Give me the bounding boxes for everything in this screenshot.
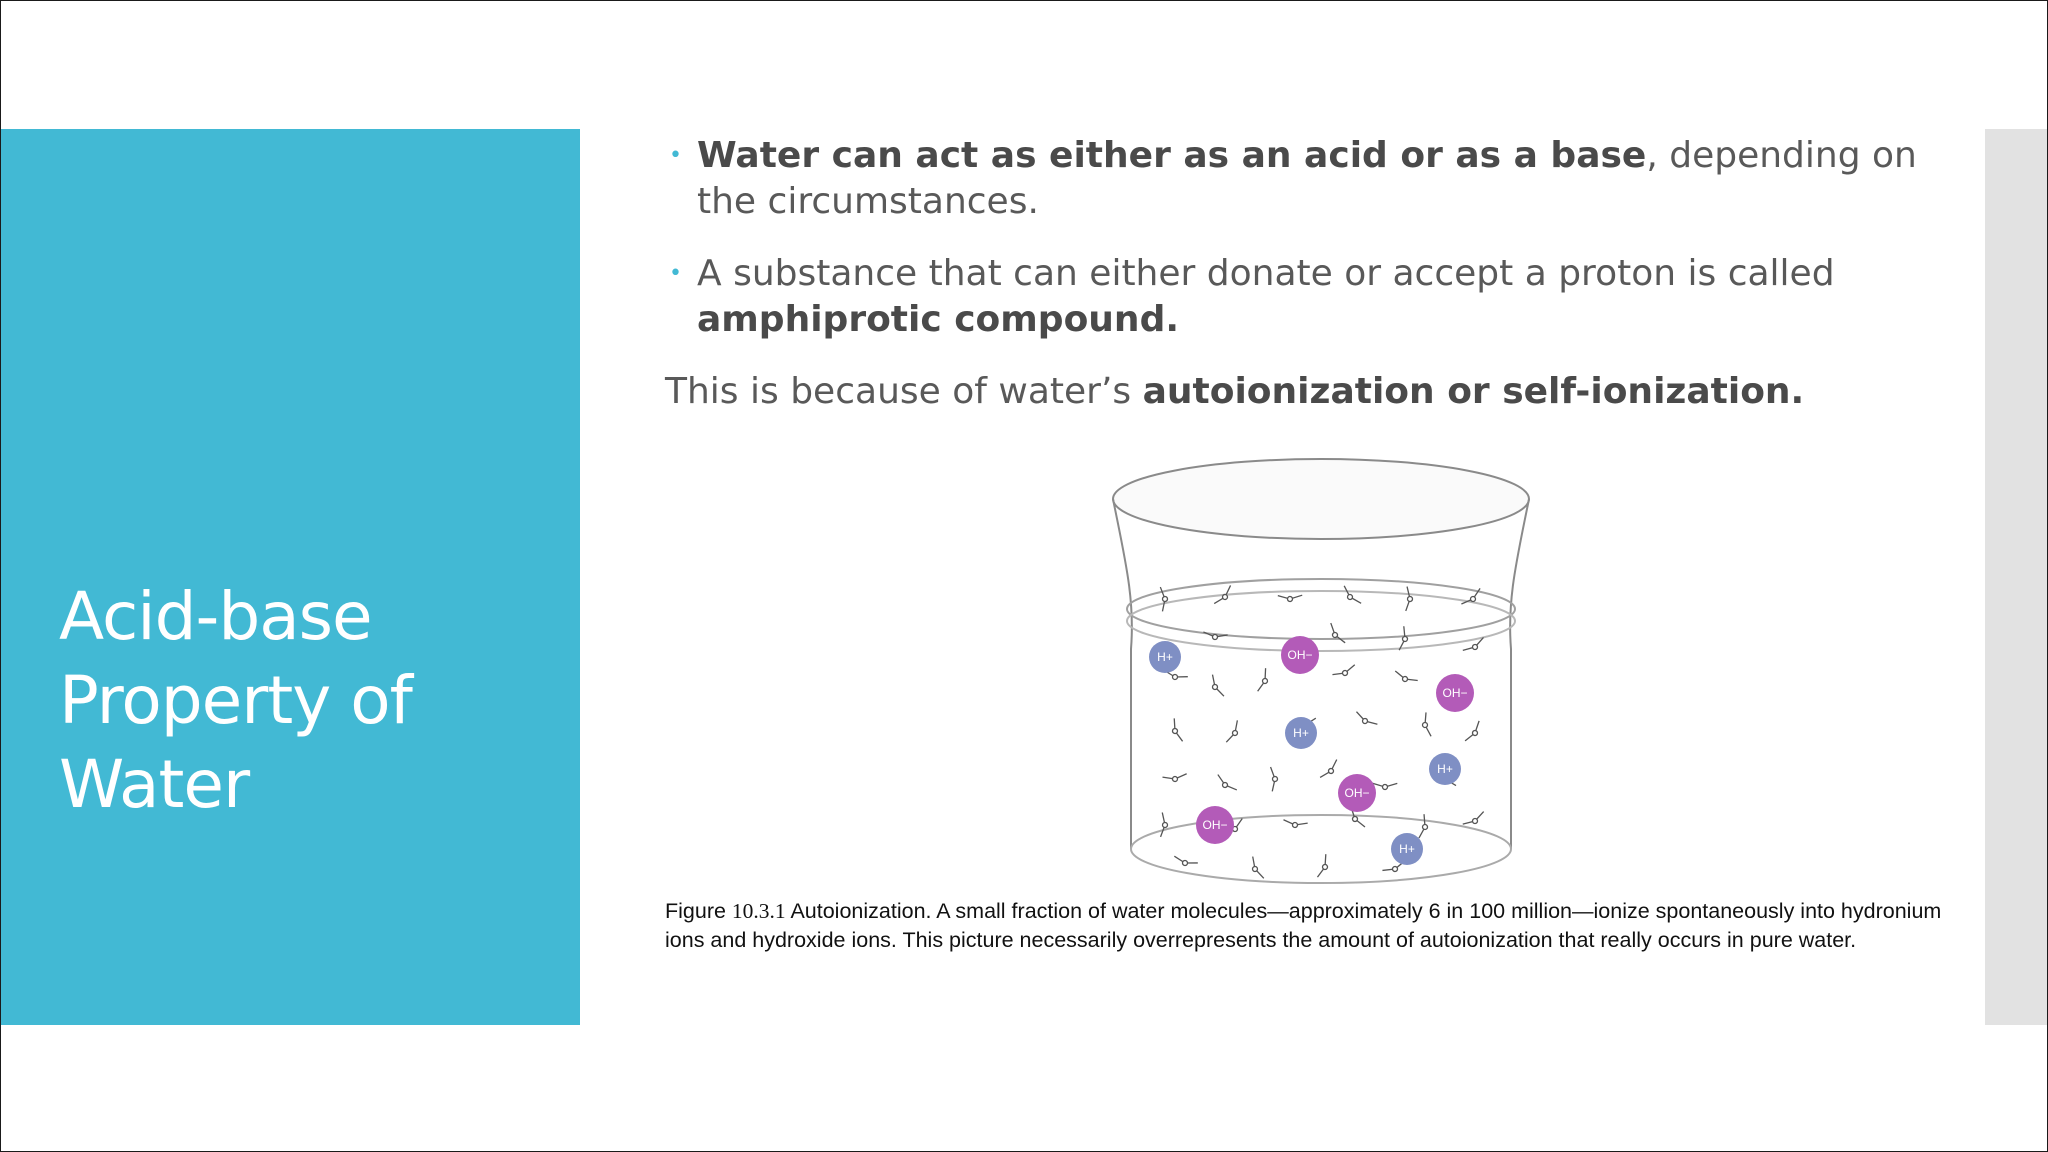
bullet-text: , depending on the circumstances. (697, 135, 1917, 222)
caption-prefix: Figure (665, 899, 732, 923)
statement-bold: autoionization or self-ionization. (1142, 371, 1805, 412)
figure-caption (665, 897, 1955, 955)
title-line: Water (59, 746, 250, 823)
ion-label: H+ (1437, 762, 1453, 776)
ion-label: H+ (1399, 842, 1415, 856)
bullet-dot-icon: • (669, 261, 682, 286)
caption-number: 10.3.1 (731, 899, 786, 923)
title-line: Acid-base (59, 578, 372, 655)
bullet-item (665, 251, 1965, 343)
slide-body (665, 133, 1965, 415)
ion-label: OH− (1287, 648, 1313, 662)
ion-label: OH− (1344, 786, 1370, 800)
title-line: Property of (59, 662, 412, 739)
statement (665, 369, 1965, 415)
ion-label: OH− (1442, 686, 1468, 700)
ion-label: OH− (1202, 818, 1228, 832)
side-strip (1985, 129, 2047, 1025)
caption-text: Autoionization. A small fraction of water molecules—approximately 6 in 100 million—ionize spontaneously into hydronium ions and hydroxide ions. This picture necessarily overrepresents the amount of autoionization that really occurs in pure water. (665, 899, 1942, 952)
title-panel (1, 129, 580, 1025)
bullet-item (665, 133, 1965, 225)
bullet-dot-icon: • (669, 143, 682, 168)
slide-title (59, 575, 529, 827)
statement-text: This is because of water’s (665, 371, 1143, 412)
bullet-bold: amphiprotic compound. (697, 299, 1180, 340)
ion-label: H+ (1157, 650, 1173, 664)
ion-label: H+ (1293, 726, 1309, 740)
beaker-figure (1105, 449, 1537, 889)
bullet-text: A substance that can either donate or accept a proton is called (697, 253, 1835, 294)
bullet-bold: Water can act as either as an acid or as a base (697, 135, 1647, 176)
ion-markers (1149, 636, 1474, 865)
beaker-icon (1113, 459, 1529, 883)
